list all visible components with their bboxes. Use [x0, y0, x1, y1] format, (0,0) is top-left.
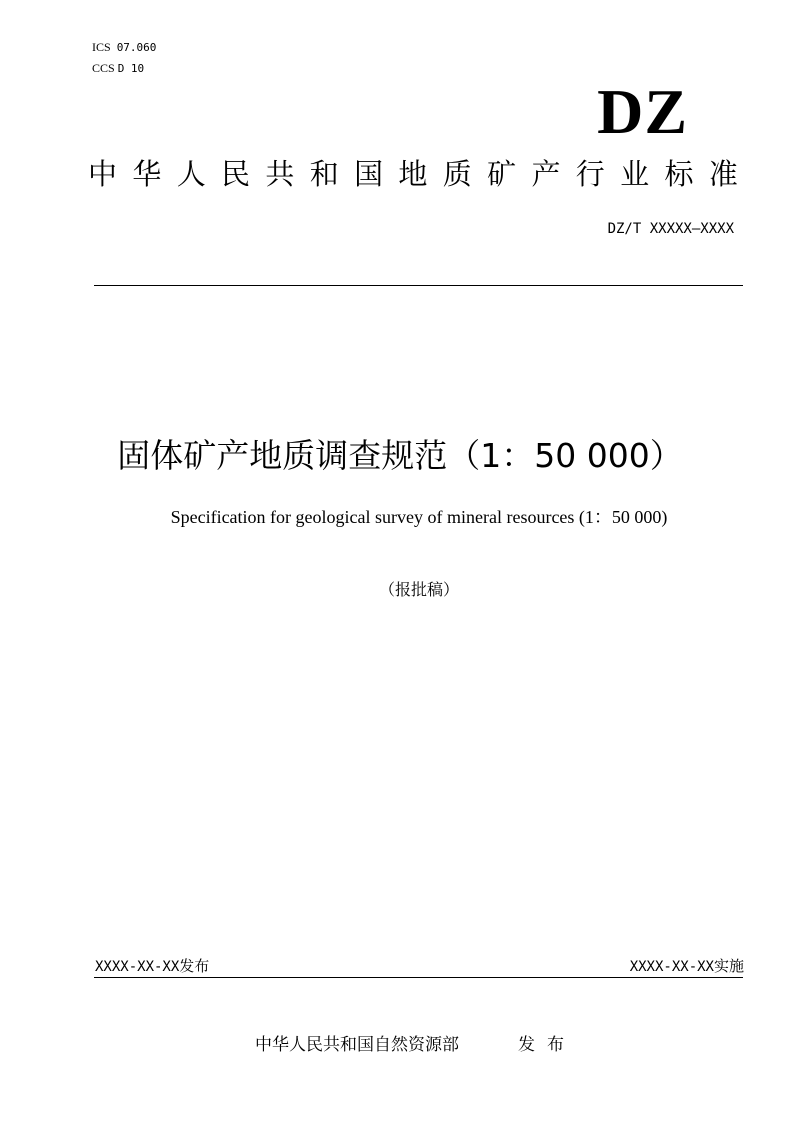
document-title-english: Specification for geological survey of mineral resources (1：50 000)	[170, 507, 668, 527]
title-char: 产	[531, 157, 561, 191]
title-char: 地	[398, 157, 428, 191]
title-char: 国	[354, 157, 384, 191]
dz-logo: DZ	[597, 76, 688, 147]
issuing-authority: 中华人民共和国自然资源部	[255, 1035, 459, 1055]
title-char: 华	[132, 157, 162, 191]
ics-label: ICS	[92, 40, 111, 54]
publish-label: 发布	[179, 957, 210, 975]
title-char: 准	[708, 157, 738, 191]
title-char: 矿	[487, 157, 517, 191]
industry-standard-title	[88, 152, 738, 196]
ccs-label: CCS	[92, 61, 115, 75]
ics-code: 07.060	[116, 41, 157, 54]
title-char: 人	[176, 157, 206, 191]
document-title-chinese: 固体矿产地质调查规范（1：50 000）	[117, 436, 683, 475]
title-char: 共	[265, 157, 295, 191]
implement-label: 实施	[713, 957, 744, 975]
issuing-action: 发布	[518, 1035, 576, 1055]
draft-status: （报批稿）	[378, 580, 459, 599]
title-char: 行	[575, 157, 605, 191]
title-char: 和	[309, 157, 339, 191]
title-char: 质	[442, 157, 472, 191]
title-char: 中	[88, 157, 118, 191]
standard-number: DZ/T XXXXX—XXXX	[607, 221, 734, 237]
implement-date-line	[630, 955, 744, 978]
implement-date: XXXX-XX-XX	[629, 959, 714, 975]
header-divider	[94, 285, 743, 286]
publish-date-line	[95, 955, 209, 978]
publish-date: XXXX-XX-XX	[95, 959, 180, 975]
ics-classification	[92, 40, 156, 55]
title-char: 业	[620, 157, 650, 191]
title-char: 民	[221, 157, 251, 191]
ccs-code: D 10	[117, 62, 145, 75]
title-char: 标	[664, 157, 694, 191]
footer-divider	[94, 977, 743, 978]
ccs-classification	[92, 61, 144, 76]
